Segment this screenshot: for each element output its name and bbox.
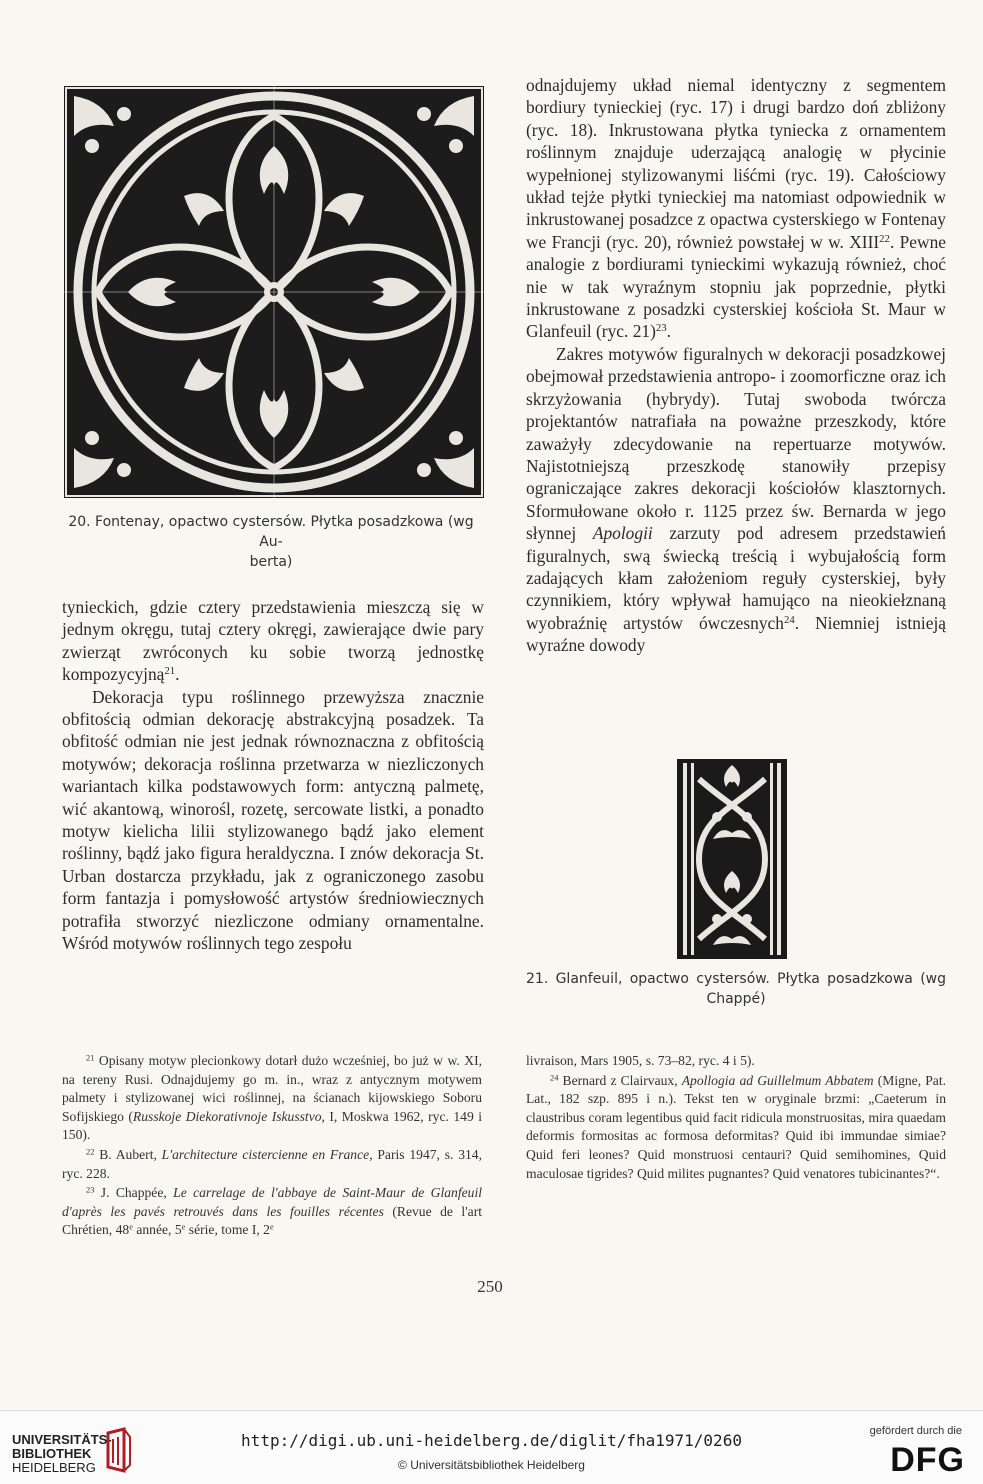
paragraph <box>526 343 946 657</box>
right-text-column <box>526 74 946 657</box>
footnote-number: 23 <box>86 1184 95 1195</box>
footnote-23 <box>62 1184 482 1240</box>
text-run: zarzuty pod adresem przedstawień figuralnych, swą świecką treścią i wybujałością form zadających kłam założeniom reguły cysterskiej, były czynnikiem, który wpływał hamująco na nieokiełznaną wyobraźnię artystów ówczesnych <box>526 523 946 633</box>
footnote-ref: 22 <box>879 232 890 245</box>
text-run: (Migne, Pat. Lat., 182 szp. 895 i n.). Tekst ten w oryginale brzmi: „Caeterum in claustribus coram legentibus quid facit ridicula monstruositas, mira quaedam deformis formositas ac formosa deformitas? Quid ibi immundae simiae? Quid feri leones? Quid monstruosi centauri? Quid semihomines, Quid maculosae tigrides? Quid milites pugnantes? Quid venatores tubicinantes?“. <box>526 1072 947 1181</box>
paragraph <box>526 74 946 343</box>
footnote-22 <box>62 1146 482 1183</box>
text-run: odnajdujemy układ niemal identyczny z segmentem bordiury tynieckiej (ryc. 17) i drugi bardzo doń zbliżony (ryc. 18). Inkrustowana płytka tyniecka z ornamentem roślinnym znajduje uderzającą analogię w płycinie wypełnionej stylizowanymi liśćmi (ryc. 19). Całościowy układ tejże płytki tynieckiej ma natomiast odpowiednik w inkrustowanej posadzce z opactwa cysterskiego w Fontenay we Francji (ryc. 20), również powstałej w w. XIII <box>526 75 946 252</box>
footnote-23-continued: livraison, Mars 1905, s. 73–82, ryc. 4 i 5). <box>526 1053 755 1068</box>
text-run: . <box>175 664 180 685</box>
text-run: série, tome I, 2 <box>185 1222 270 1238</box>
text-run: . Niemniej istnieją wyraźne dowody <box>526 612 946 656</box>
document-url[interactable]: http://digi.ub.uni-heidelberg.de/diglit/fha1971/0260 <box>241 1431 742 1450</box>
funder-label: gefördert durch die <box>869 1425 962 1437</box>
text-run: , Paris 1947, s. 314, ryc. 228. <box>62 1146 482 1181</box>
text-run: Zakres motywów figuralnych w dekoracji posadzkowej obejmował przedstawienia antropo- i zoomorficzne oraz ich skrzyżowania (hybrydy). Tutaj swoboda twórcza projektantów natrafiała na poważne przeszkody, które zaważyły zdecydowanie na repertuarze motywów. Najistotniejszą przeszkodę stanowiły przepisy ograniczające zakres dekoracji kościołów klasztornych. Sformułowane około r. 1125 przez św. Bernarda w jego słynnej <box>526 343 946 544</box>
figure-20-caption <box>58 512 484 572</box>
footnote-number: 24 <box>550 1071 559 1082</box>
superscript: e <box>129 1221 133 1232</box>
figure-20-caption-line2: berta) <box>249 554 293 570</box>
left-text-column <box>62 596 484 955</box>
text-run: tynieckich, gdzie cztery przedstawienia mieszczą się w jednym okręgu, tutaj cztery okręgi, zawierające dwie pary zwierząt zwróconych ku sobie tworzą jednostkę kompozycyjną <box>62 597 484 685</box>
footnote-24 <box>526 1072 946 1184</box>
footnotes-right <box>526 1052 946 1184</box>
page-number: 250 <box>477 1277 503 1296</box>
italic-title: L'architecture cistercienne en France <box>161 1146 370 1162</box>
viewer-footer <box>0 1410 983 1484</box>
author: Bernard z Clairvaux, <box>558 1072 682 1088</box>
superscript: e <box>181 1221 186 1232</box>
paragraph: Dekoracja typu roślinnego przewyższa znacznie obfitością odmian dekorację abstrakcyjną posadzek. Ta obfitość odmian nie jest jednak równoznaczna z obfitością motywów; dekoracja roślinna przetwarza w niezliczonych wariantach kilka podstawowych form: antyczną palmetę, wić akantową, winorośl, rozetę, sercowate listki, a ponadto motyw kielicha lilii stylizowanego bądź jako element roślinny, bądź jako figura heraldyczna. I znów dekoracja St. Urban dostarcza przykładu, jak z ograniczonego zasobu form fantazja i pomysłowość artystów średniowiecznych potrafiła stworzyć niezliczone odmiany ornamentalne. Wśród motywów roślinnych tego zespołu <box>62 686 484 954</box>
figure-20-caption-line1: 20. Fontenay, opactwo cystersów. Płytka posadzkowa (wg Au- <box>68 514 474 550</box>
superscript: e <box>269 1221 274 1232</box>
text-run: , I, Moskwa 1962, ryc. 149 i 150). <box>62 1108 482 1143</box>
footnote-ref: 21 <box>164 665 176 678</box>
author: B. Aubert, <box>94 1146 162 1162</box>
library-name-line3: HEIDELBERG <box>12 1460 96 1475</box>
paragraph <box>62 596 484 686</box>
footnote-number: 22 <box>86 1146 95 1157</box>
italic-title: Russkoje Diekorativnoje Iskusstvo <box>132 1108 322 1124</box>
fontenay-tile-ornament <box>64 86 484 498</box>
dfg-logo[interactable]: DFG <box>890 1441 965 1479</box>
text-run: (Revue de l'art Chrétien, 48 <box>62 1203 482 1238</box>
figure-21-caption: 21. Glanfeuil, opactwo cystersów. Płytka posadzkowa (wg Chappé) <box>526 971 946 1007</box>
copyright-notice: © Universitätsbibliothek Heidelberg <box>398 1458 585 1472</box>
text-run: Opisany motyw plecionkowy dotarł dużo wcześniej, bo już w w. XI, na tereny Rusi. Odnajdujemy go m. in., wraz z antycznym motywem palmety i stylizowanej wici roślinnej, na ścianach kijowskiego Soboru Sofijskiego ( <box>62 1053 482 1124</box>
figure-21-tile-image <box>677 759 787 959</box>
library-name-line1: UNIVERSITÄTS- <box>12 1432 112 1447</box>
figure-20-tile-image <box>64 86 484 498</box>
footnotes-left <box>62 1052 482 1241</box>
text-run: . Pewne analogie z bordiurami tynieckimi wykazują również, choć nie w tak wyraźnym stopniu jak poprzednie, płytki inkrustowane z posadzki cysterskiej kościoła St. Maur w Glanfeuil (ryc. 21) <box>526 231 947 342</box>
italic-title: Apologii <box>592 523 653 544</box>
author: J. Chappée, <box>94 1185 174 1201</box>
text-run: . <box>666 321 672 342</box>
italic-title: Le carrelage de l'abbaye de Saint-Maur de Glanfeuil d'après les pavés retrouvés dans les fouilles récentes <box>62 1185 483 1219</box>
library-name-line2: BIBLIOTHEK <box>12 1446 92 1461</box>
footnote-21 <box>62 1052 482 1145</box>
glanfeuil-tile-ornament <box>677 759 787 959</box>
italic-title: Apollogia ad Guillelmum Abbatem <box>681 1072 874 1088</box>
text-run: année, 5 <box>132 1222 182 1238</box>
footnote-number: 21 <box>86 1052 95 1063</box>
footnote-ref: 23 <box>655 322 667 335</box>
footnote-ref: 24 <box>783 613 795 626</box>
